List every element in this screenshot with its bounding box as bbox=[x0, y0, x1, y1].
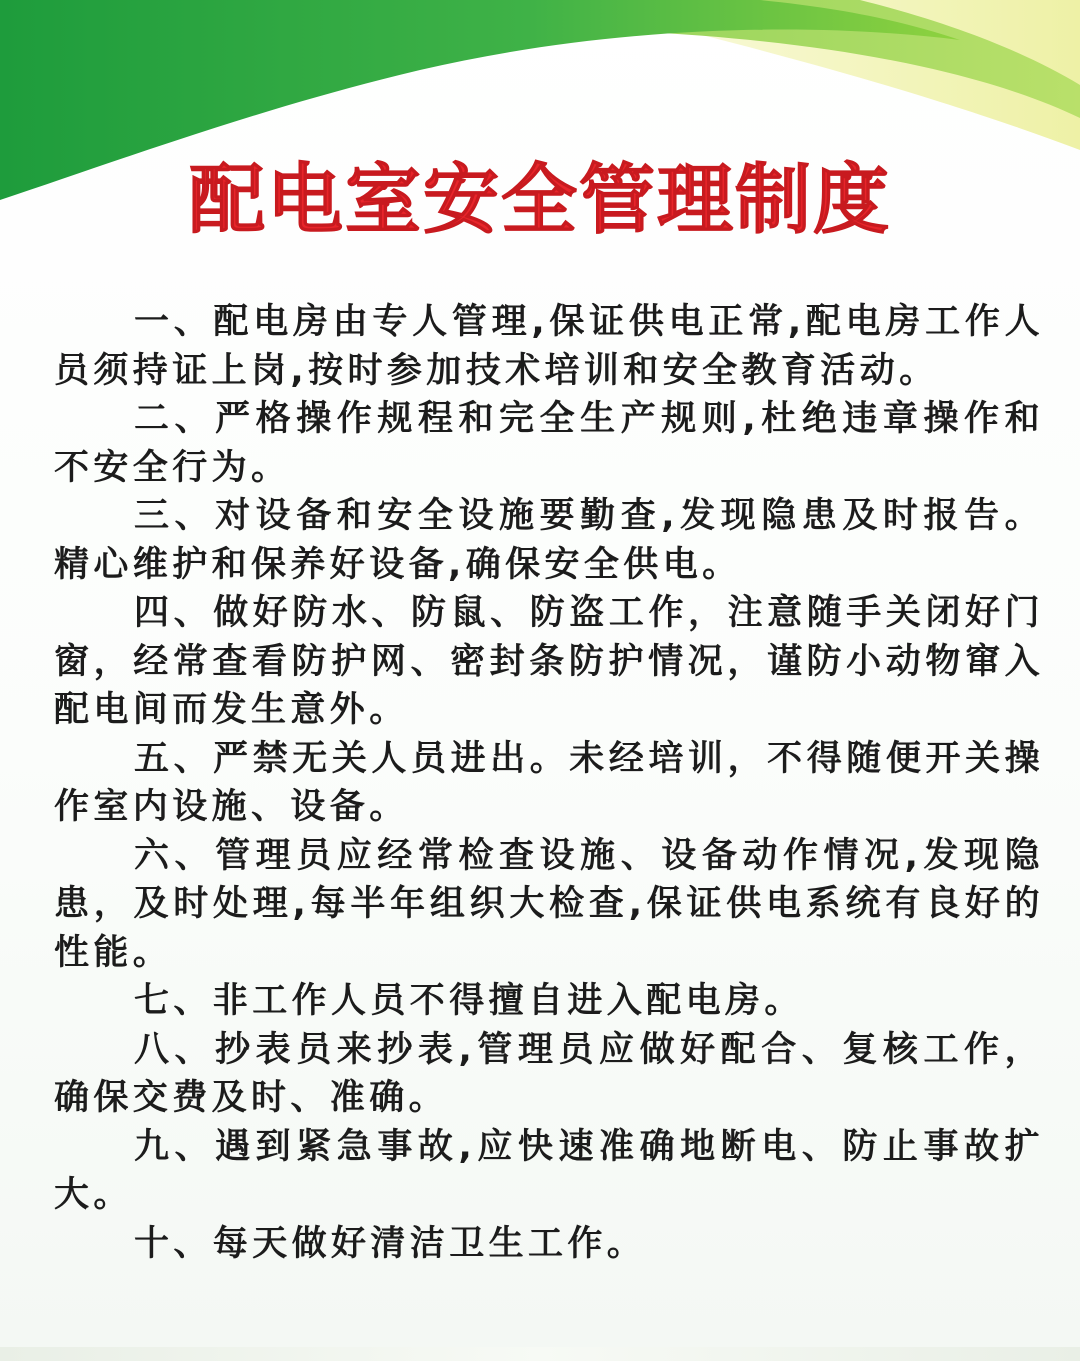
poster-title: 配电室安全管理制度 bbox=[189, 155, 891, 244]
rule-item: 七、非工作人员不得擅自进入配电房。 bbox=[134, 981, 804, 1021]
rule-item: 四、做好防水、防鼠、防盗工作，注意随手关闭好门窗，经常查看防护网、密封条防护情况，谨防小动物窜入配电间而发生意外。 bbox=[54, 593, 1044, 730]
rule-item: 九、遇到紧急事故,应快速准确地断电、防止事故扩大。 bbox=[54, 1126, 1044, 1215]
rule-item: 五、严禁无关人员进出。未经培训，不得随便开关操作室内设施、设备。 bbox=[54, 738, 1044, 827]
rules-list bbox=[54, 298, 1044, 1268]
rule-item: 三、对设备和安全设施要勤查,发现隐患及时报告。精心维护和保养好设备,确保安全供电。 bbox=[54, 496, 1044, 585]
rule-item: 二、严格操作规程和完全生产规则,杜绝违章操作和不安全行为。 bbox=[54, 399, 1044, 488]
rule-item: 六、管理员应经常检查设施、设备动作情况,发现隐患，及时处理,每半年组织大检查,保证供电系统有良好的性能。 bbox=[54, 835, 1044, 973]
rule-item: 一、配电房由专人管理,保证供电正常,配电房工作人员须持证上岗,按时参加技术培训和安全教育活动。 bbox=[54, 302, 1044, 391]
rule-item: 八、抄表员来抄表,管理员应做好配合、复核工作，确保交费及时、准确。 bbox=[54, 1029, 1044, 1118]
bottom-border bbox=[0, 1347, 1080, 1361]
rule-item: 十、每天做好清洁卫生工作。 bbox=[134, 1223, 647, 1264]
